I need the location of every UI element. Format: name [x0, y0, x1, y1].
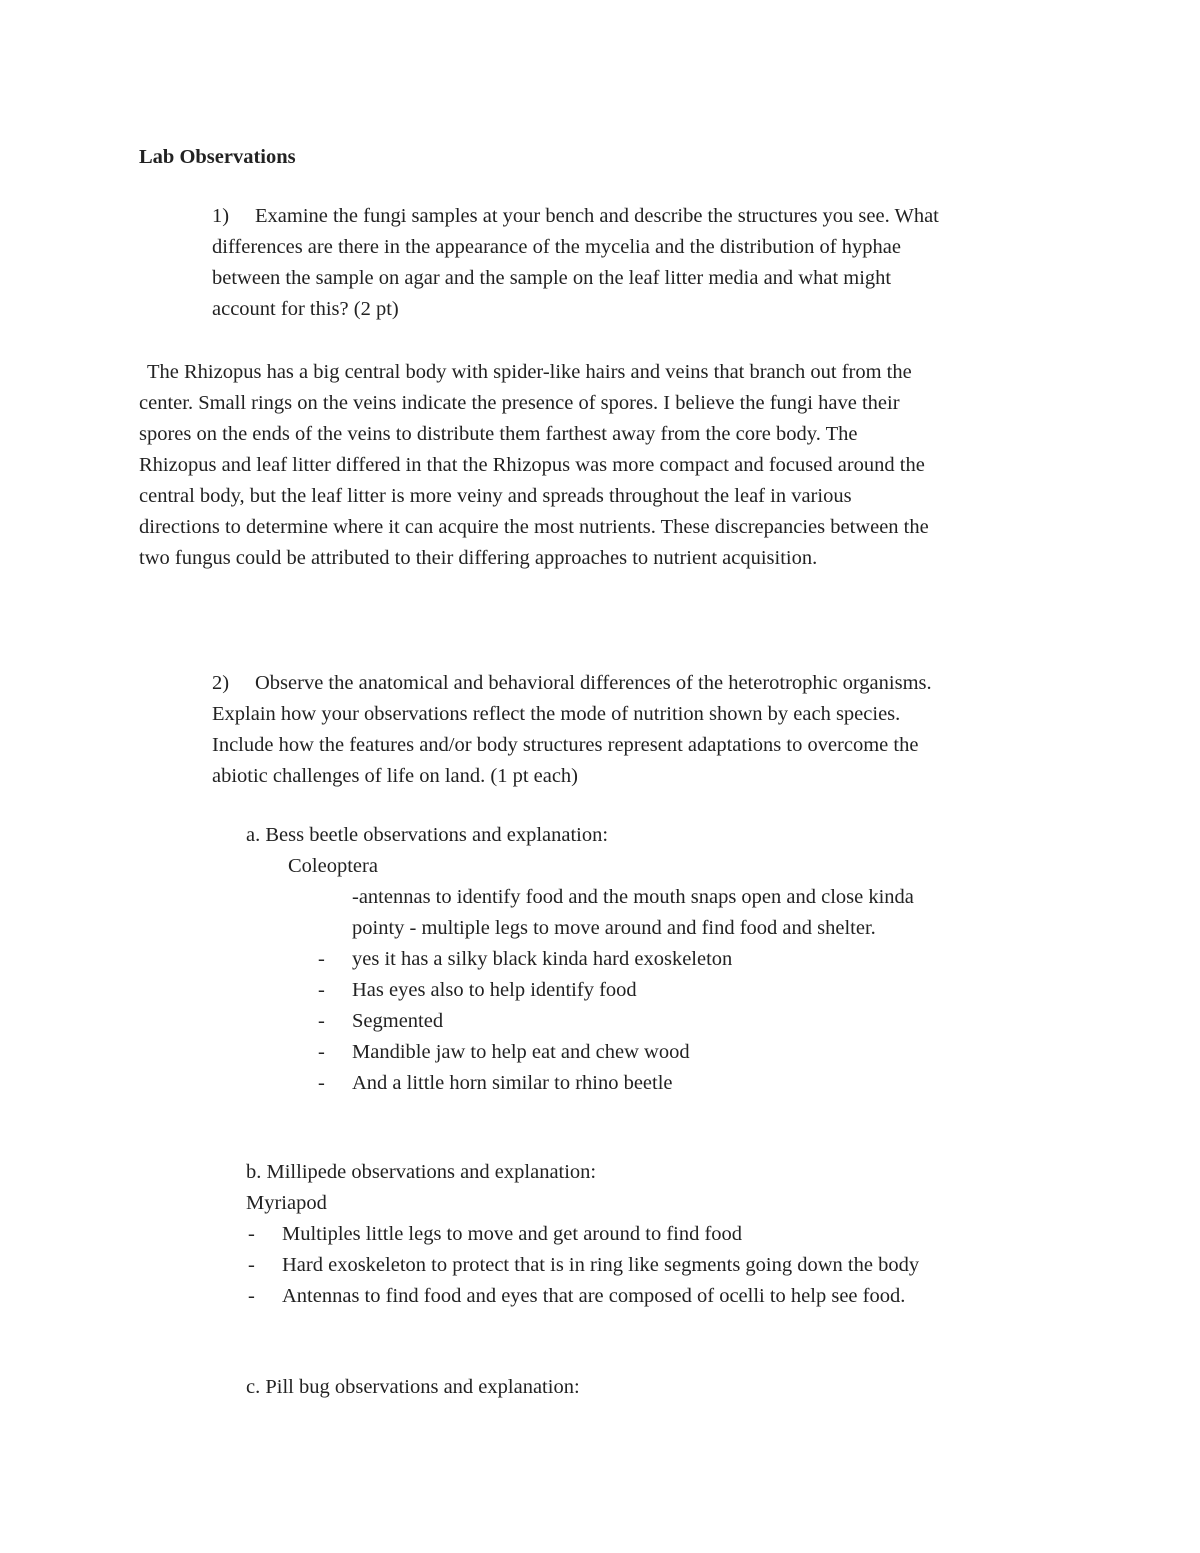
answer-1-line: The Rhizopus has a big central body with spider-like hairs and veins that branch out from the: [147, 361, 912, 383]
part-c-heading: c. Pill bug observations and explanation:: [246, 1376, 580, 1398]
answer-1-line: center. Small rings on the veins indicate the presence of spores. I believe the fungi have their: [139, 392, 900, 414]
part-b-group: Myriapod: [246, 1192, 327, 1214]
bullet-dash: -: [318, 979, 325, 1001]
question-1-line: Examine the fungi samples at your bench and describe the structures you see. What: [255, 205, 939, 227]
list-item: Hard exoskeleton to protect that is in ring like segments going down the body: [282, 1254, 920, 1276]
bullet-dash: -: [318, 948, 325, 970]
part-a-heading: a. Bess beetle observations and explanation:: [246, 824, 609, 846]
list-item: And a little horn similar to rhino beetle: [352, 1072, 673, 1094]
bullet-dash: -: [318, 1010, 325, 1032]
list-item: Antennas to find food and eyes that are composed of ocelli to help see food.: [282, 1285, 906, 1307]
question-2-line: Observe the anatomical and behavioral differences of the heterotrophic organisms.: [255, 672, 932, 694]
question-2-line: abiotic challenges of life on land. (1 pt each): [212, 765, 579, 787]
bullet-dash: -: [318, 1072, 325, 1094]
page-title: Lab Observations: [139, 146, 296, 168]
question-1-line: differences are there in the appearance of the mycelia and the distribution of hyphae: [212, 236, 901, 258]
list-item: Segmented: [352, 1010, 444, 1032]
part-a-line: -antennas to identify food and the mouth snaps open and close kinda: [352, 886, 914, 908]
question-1-number: 1): [212, 205, 230, 227]
part-a-group: Coleoptera: [288, 855, 378, 877]
bullet-dash: -: [318, 1041, 325, 1063]
list-item: Mandible jaw to help eat and chew wood: [352, 1041, 690, 1063]
part-b-heading: b. Millipede observations and explanation:: [246, 1161, 597, 1183]
answer-1-line: directions to determine where it can acquire the most nutrients. These discrepancies between the: [139, 516, 929, 538]
question-1-line: account for this? (2 pt): [212, 298, 399, 320]
bullet-dash: -: [248, 1254, 255, 1276]
list-item: Multiples little legs to move and get around to find food: [282, 1223, 743, 1245]
list-item: Has eyes also to help identify food: [352, 979, 637, 1001]
answer-1-line: Rhizopus and leaf litter differed in that the Rhizopus was more compact and focused around the: [139, 454, 925, 476]
answer-1-line: two fungus could be attributed to their differing approaches to nutrient acquisition.: [139, 547, 818, 569]
answer-1-line: central body, but the leaf litter is more veiny and spreads throughout the leaf in various: [139, 485, 852, 507]
part-a-line: pointy - multiple legs to move around and find food and shelter.: [352, 917, 876, 939]
bullet-dash: -: [248, 1223, 255, 1245]
bullet-dash: -: [248, 1285, 255, 1307]
question-1-line: between the sample on agar and the sample on the leaf litter media and what might: [212, 267, 892, 289]
question-2-line: Include how the features and/or body structures represent adaptations to overcome the: [212, 734, 919, 756]
list-item: yes it has a silky black kinda hard exoskeleton: [352, 948, 733, 970]
question-2-line: Explain how your observations reflect the mode of nutrition shown by each species.: [212, 703, 901, 725]
answer-1-line: spores on the ends of the veins to distribute them farthest away from the core body. The: [139, 423, 858, 445]
question-2-number: 2): [212, 672, 230, 694]
